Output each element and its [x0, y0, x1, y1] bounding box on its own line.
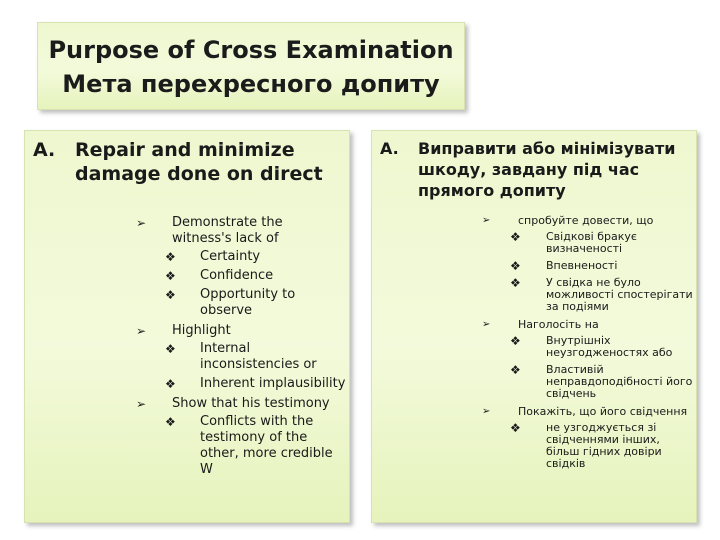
- diamond-bullet-icon: ❖: [510, 259, 521, 273]
- arrow-bullet-icon: ➢: [482, 319, 491, 330]
- arrow-bullet-icon: ➢: [136, 324, 147, 338]
- sub-item-text: Внутрішніх неузгодженостях або: [546, 334, 673, 359]
- diamond-bullet-icon: ❖: [165, 415, 176, 429]
- ukrainian-content-box: [371, 130, 697, 523]
- sub-list-item: [510, 364, 694, 400]
- list-item: [482, 215, 694, 313]
- list-item: [482, 406, 694, 470]
- diamond-bullet-icon: ❖: [510, 276, 521, 290]
- sub-item-text: Впевненості: [546, 259, 618, 272]
- diamond-bullet-icon: ❖: [165, 250, 176, 264]
- english-content-box: [24, 130, 350, 523]
- sub-list-item: [165, 414, 346, 478]
- diamond-bullet-icon: ❖: [510, 334, 521, 348]
- arrow-bullet-icon: ➢: [482, 406, 491, 417]
- heading-text: Виправити або мінімізувати шкоду, завдану під час прямого допиту: [418, 139, 676, 200]
- sub-list-item: [510, 335, 694, 359]
- sub-list: [510, 422, 694, 470]
- english-bullet-list: [136, 215, 346, 482]
- sub-item-text: Internal inconsistencies or: [200, 341, 317, 372]
- diamond-bullet-icon: ❖: [165, 342, 176, 356]
- sub-item-text: Inherent implausibility: [200, 376, 346, 391]
- diamond-bullet-icon: ❖: [510, 230, 521, 244]
- list-item: [482, 319, 694, 400]
- title-ukrainian: Мета перехресного допиту: [62, 70, 440, 98]
- heading-text: Repair and minimize damage done on direct: [75, 139, 323, 185]
- sub-list-item: [165, 249, 346, 265]
- sub-list-item: [165, 287, 346, 319]
- sub-list-item: [510, 231, 694, 255]
- title-english: Purpose of Cross Examination: [48, 36, 454, 64]
- sub-list-item: [165, 376, 346, 392]
- heading-letter: A.: [33, 139, 56, 161]
- sub-item-text: Властивій неправдоподібності його свідчень: [546, 363, 693, 400]
- diamond-bullet-icon: ❖: [165, 377, 176, 391]
- sub-item-text: Certainty: [200, 249, 261, 264]
- arrow-bullet-icon: ➢: [136, 397, 147, 411]
- sub-item-text: Conflicts with the testimony of the other, more credible W: [200, 414, 333, 477]
- arrow-bullet-icon: ➢: [136, 216, 147, 230]
- sub-item-text: Свідкові бракує визначеності: [546, 230, 637, 255]
- sub-list-item: [510, 422, 694, 470]
- sub-list: [165, 249, 346, 319]
- list-item-text: Покажіть, що його свідчення: [518, 405, 688, 418]
- title-box: [37, 22, 465, 110]
- ukrainian-bullet-list: [482, 215, 694, 476]
- sub-item-text: Confidence: [200, 268, 274, 283]
- arrow-bullet-icon: ➢: [482, 215, 491, 226]
- sub-item-text: У свідка не було можливості спостерігати за подіями: [546, 276, 693, 313]
- diamond-bullet-icon: ❖: [510, 421, 521, 435]
- diamond-bullet-icon: ❖: [165, 288, 176, 302]
- sub-item-text: Opportunity to observe: [200, 287, 296, 318]
- list-item-text: спробуйте довести, що: [518, 214, 654, 227]
- sub-list-item: [510, 260, 694, 272]
- sub-list-item: [165, 341, 346, 373]
- list-item-text: Show that his testimony: [172, 396, 330, 411]
- sub-item-text: не узгоджується зі свідченнями інших, більш гідних довіри свідків: [546, 421, 662, 470]
- sub-list: [165, 341, 346, 392]
- sub-list: [165, 414, 346, 478]
- diamond-bullet-icon: ❖: [165, 269, 176, 283]
- list-item-text: Наголосіть на: [518, 318, 599, 331]
- list-item: [136, 396, 346, 478]
- heading-letter: A.: [380, 139, 399, 158]
- sub-list-item: [165, 268, 346, 284]
- list-item: [136, 215, 346, 319]
- sub-list: [510, 231, 694, 313]
- list-item: [136, 323, 346, 392]
- list-item-text: Highlight: [172, 323, 231, 338]
- diamond-bullet-icon: ❖: [510, 363, 521, 377]
- sub-list: [510, 335, 694, 400]
- sub-list-item: [510, 277, 694, 313]
- list-item-text: Demonstrate the witness's lack of: [172, 215, 283, 246]
